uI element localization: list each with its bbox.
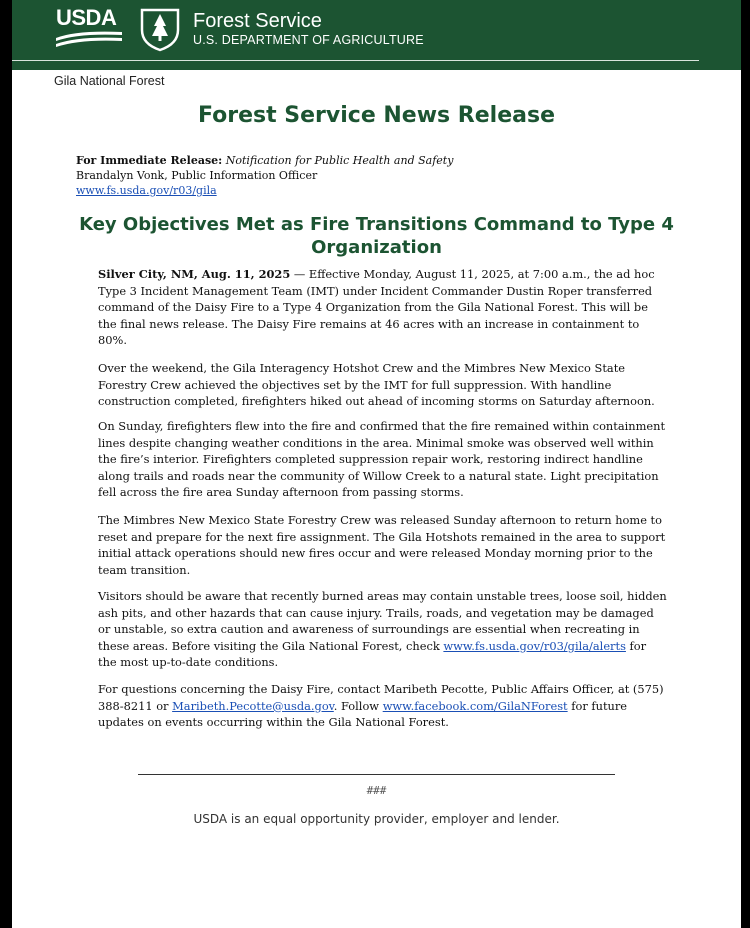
release-label: For Immediate Release: xyxy=(76,154,223,167)
paragraph-6-text-mid: . Follow xyxy=(333,698,383,713)
footer-statement: USDA is an equal opportunity provider, employer and lender. xyxy=(193,812,560,826)
usda-logo-text: USDA xyxy=(56,5,117,30)
document-page xyxy=(12,0,741,928)
release-note: Notification for Public Health and Safety xyxy=(225,154,454,167)
paragraph-4-text: The Mimbres New Mexico State Forestry Crew was released Sunday afternoon to return home to reset and prepare for the next fire assignment. The Gila Hotshots remained in the area to support initial attack operations should new fires occur and were released Monday morning prior to the team transition. xyxy=(98,513,666,577)
banner-divider xyxy=(12,60,699,61)
alerts-link[interactable]: www.fs.usda.gov/r03/gila/alerts xyxy=(443,638,626,653)
header-banner xyxy=(12,0,741,70)
paragraph-4 xyxy=(98,512,668,578)
forest-url-link[interactable]: www.fs.usda.gov/r03/gila xyxy=(76,184,217,197)
usda-hills-icon xyxy=(56,5,122,52)
paragraph-6-text: For questions concerning the Daisy Fire, contact Maribeth Pecotte, Public Affairs Officer, at (575) 388-8211 or xyxy=(98,682,664,713)
release-line xyxy=(76,153,453,168)
usda-logo xyxy=(56,5,122,52)
email-link[interactable]: Maribeth.Pecotte@usda.gov xyxy=(172,698,334,713)
paragraph-2-text: Over the weekend, the Gila Interagency Hotshot Crew and the Mimbres New Mexico State Forestry Crew achieved the objectives set by the IMT for full suppression. With handline construction completed, firefighters hiked out ahead of incoming storms on Saturday afternoon. xyxy=(98,361,655,409)
forest-name: Gila National Forest xyxy=(54,74,165,88)
paragraph-3-text: On Sunday, firefighters flew into the fire and confirmed that the fire remained within containment lines despite changing weather conditions in the area. Minimal smoke was observed well within the fire’s interior. Firefighters completed suppression repair work, restoring indirect handline along trails and roads near the community of Willow Creek to a natural state. Light precipitation fell across the fire area Sunday afternoon from passing storms. xyxy=(98,419,666,500)
headline: Key Objectives Met as Fire Transitions Command to Type 4 Organization xyxy=(79,214,674,258)
paragraph-5-text-end: for the most up-to-date conditions. xyxy=(98,638,647,670)
paragraph-6 xyxy=(98,681,668,731)
paragraph-6-text-end: for future updates on events occurring within the Gila National Forest. xyxy=(98,698,628,730)
end-mark: ### xyxy=(366,784,387,797)
paragraph-1-text: — Effective Monday, August 11, 2025, at 7:00 a.m., the ad hoc Type 3 Incident Management Team (IMT) under Incident Commander Dustin Roper transferred command of the Daisy Fire to a Type 4 Organization from the Gila National Forest. This will be the final news release. The Daisy Fire remains at 46 acres with an increase in containment to 80%. xyxy=(98,267,655,348)
contact-line: Brandalyn Vonk, Public Information Officer xyxy=(76,169,318,182)
facebook-link[interactable]: www.facebook.com/GilaNForest xyxy=(382,698,568,713)
paragraph-1 xyxy=(98,266,668,349)
agency-name: Forest Service xyxy=(193,10,322,32)
paragraph-2 xyxy=(98,360,668,410)
paragraph-5-text: Visitors should be aware that recently burned areas may contain unstable trees, loose soil, hidden ash pits, and other hazards that can cause injury. Trails, roads, and vegetation may be damaged or unstable, so extra caution and awareness of surroundings are essential when recreating in these areas. Before visiting the Gila National Forest, check xyxy=(98,589,667,653)
paragraph-5 xyxy=(98,588,668,671)
department-name: U.S. DEPARTMENT OF AGRICULTURE xyxy=(193,33,424,47)
forest-service-shield-icon xyxy=(140,6,180,52)
release-meta xyxy=(76,153,453,198)
release-title: Forest Service News Release xyxy=(197,103,555,128)
dateline: Silver City, NM, Aug. 11, 2025 xyxy=(98,267,291,281)
paragraph-3 xyxy=(98,418,668,501)
end-divider xyxy=(138,774,615,775)
